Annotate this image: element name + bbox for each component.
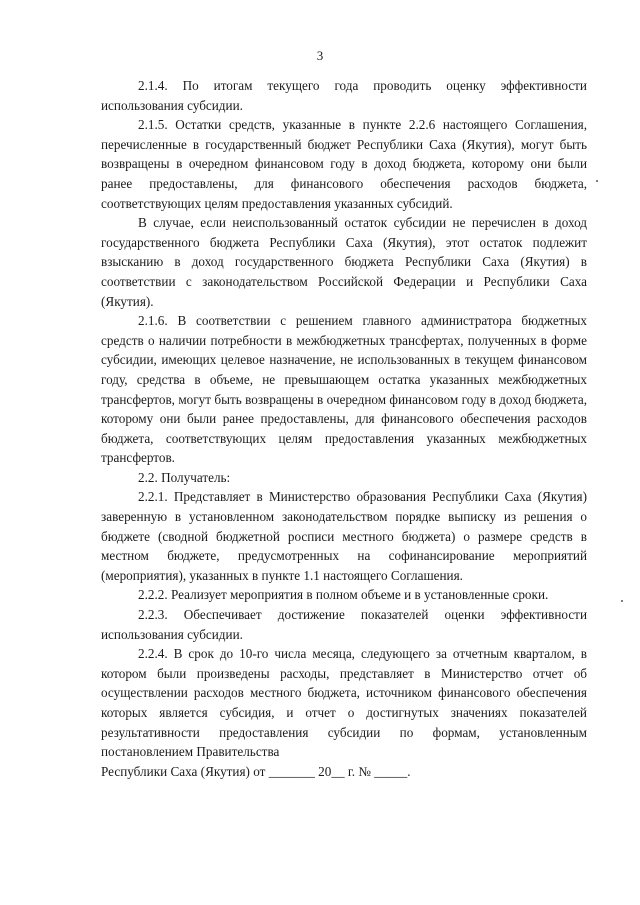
paragraph-2-2-3: 2.2.3. Обеспечивает достижение показателей оценки эффективности использования субсидии. <box>101 607 587 642</box>
paragraph-2-2-2: 2.2.2. Реализует мероприятия в полном объеме и в установленные сроки. <box>138 587 549 603</box>
section-heading-2-2: 2.2. Получатель: <box>138 469 231 485</box>
page-number: 3 <box>316 48 324 63</box>
paragraph-2-2-4-final-line: Республики Саха (Якутия) от _______ 20__ г. № _____. <box>101 763 411 779</box>
paragraph-2-1-4: 2.1.4. По итогам текущего года проводить оценку эффективности использования субсидии. <box>101 78 587 113</box>
paragraph-2-1-5: 2.1.5. Остатки средств, указанные в пункте 2.2.6 настоящего Соглашения, перечисленные в государственный бюджет Республики Саха (Якутия), могут быть возвращены в очередном финансовом году в доход бюджета, которому они были ранее предоставлены, для финансового обеспечения расходов бюджета, соответствующих целям предоставления указанных субсидий. <box>101 117 587 211</box>
scan-speck <box>596 180 598 182</box>
paragraph-2-2-4: 2.2.4. В срок до 10-го числа месяца, следующего за отчетным кварталом, в котором были произведены расходы, представляет в Министерство отчет об осуществлении расходов местного бюджета, источником финансового обеспечения которых является субсидия, и отчет о достигнутых значениях показателей результативности предоставления субсидии по формам, установленным постановлением Правительства <box>101 646 587 760</box>
paragraph-2-2-1: 2.2.1. Представляет в Министерство образования Республики Саха (Якутия) заверенную в установленном законодательством порядке выписку из решения о бюджете (сводной бюджетной росписи местного бюджета) о размере средств в местном бюджете, предусмотренных на софинансирование мероприятий (мероприятия), указанных в пункте 1.1 настоящего Соглашения. <box>101 489 587 583</box>
paragraph-2-1-6: 2.1.6. В соответствии с решением главного администратора бюджетных средств о наличии потребности в межбюджетных трансфертах, полученных в форме субсидии, имеющих целевое назначение, не использованных в текущем финансовом году, средства в объеме, не превышающем остатка указанных межбюджетных трансфертов, могут быть возвращены в очередном финансовом году в доход бюджета, которому они были ранее предоставлены, для финансового обеспечения расходов бюджета, соответствующих целям предоставления указанных межбюджетных трансфертов. <box>101 313 587 466</box>
paragraph-unused-balance: В случае, если неиспользованный остаток субсидии не перечислен в доход государственного бюджета Республики Саха (Якутия), этот остаток подлежит взысканию в доход государственного бюджета Республики Саха (Якутия) в соответствии с законодательством Российской Федерации и Республики Саха (Якутия). <box>101 215 587 309</box>
document-body <box>101 76 587 781</box>
scan-speck <box>621 600 623 602</box>
